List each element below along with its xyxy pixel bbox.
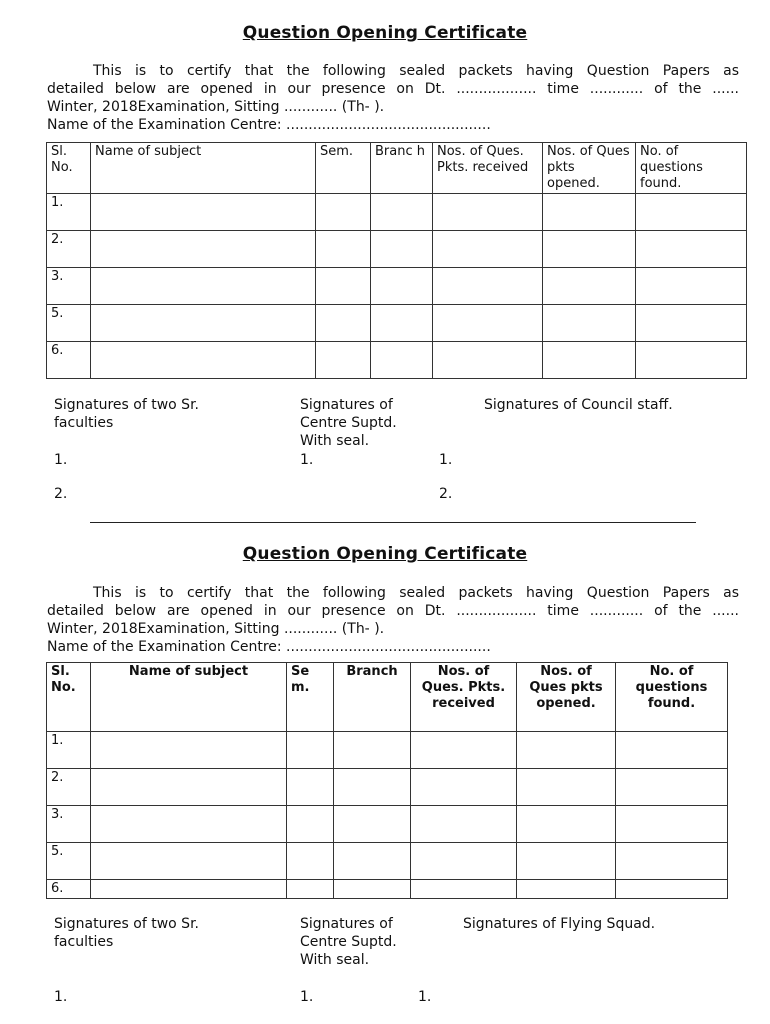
packets-table-2 bbox=[46, 662, 728, 899]
header-pkts-received: Nos. of Ques. Pkts. received bbox=[433, 143, 543, 194]
table-row bbox=[47, 231, 747, 268]
cell[interactable] bbox=[636, 231, 747, 268]
header-sl-no: Sl. No. bbox=[47, 663, 91, 732]
cell[interactable] bbox=[371, 305, 433, 342]
row-number: 2. bbox=[47, 769, 91, 806]
header-subject: Name of subject bbox=[91, 663, 287, 732]
cell[interactable] bbox=[287, 843, 334, 880]
row-number: 1. bbox=[47, 732, 91, 769]
row-number: 5. bbox=[47, 305, 91, 342]
cell[interactable] bbox=[334, 843, 411, 880]
sig-council-label: Signatures of Council staff. bbox=[484, 397, 673, 413]
cell[interactable] bbox=[616, 732, 728, 769]
cell[interactable] bbox=[91, 231, 316, 268]
row-number: 3. bbox=[47, 806, 91, 843]
row-number: 5. bbox=[47, 843, 91, 880]
cell[interactable] bbox=[433, 194, 543, 231]
cell[interactable] bbox=[517, 806, 616, 843]
para-line-3: Winter, 2018Examination, Sitting ............ (Th- ). bbox=[47, 621, 385, 637]
cell[interactable] bbox=[433, 268, 543, 305]
cell[interactable] bbox=[411, 843, 517, 880]
header-subject: Name of subject bbox=[91, 143, 316, 194]
table-row bbox=[47, 880, 728, 899]
cell[interactable] bbox=[334, 769, 411, 806]
cell[interactable] bbox=[316, 194, 371, 231]
cell[interactable] bbox=[636, 268, 747, 305]
cell[interactable] bbox=[371, 342, 433, 379]
cell[interactable] bbox=[411, 806, 517, 843]
sig-centre-1-number: 1. bbox=[300, 452, 314, 468]
cell[interactable] bbox=[411, 880, 517, 899]
header-questions-found: No. of questions found. bbox=[636, 143, 747, 194]
cell[interactable] bbox=[517, 732, 616, 769]
row-number: 2. bbox=[47, 231, 91, 268]
row-number: 1. bbox=[47, 194, 91, 231]
cell[interactable] bbox=[543, 342, 636, 379]
cell[interactable] bbox=[517, 880, 616, 899]
cell[interactable] bbox=[517, 843, 616, 880]
para-line-4: Name of the Examination Centre: .............................................. bbox=[47, 117, 491, 133]
table-header-row bbox=[47, 663, 728, 732]
row-number: 3. bbox=[47, 268, 91, 305]
cell[interactable] bbox=[433, 231, 543, 268]
header-questions-found: No. of questions found. bbox=[616, 663, 728, 732]
cell[interactable] bbox=[433, 342, 543, 379]
table-row bbox=[47, 769, 728, 806]
cell[interactable] bbox=[91, 194, 316, 231]
table-row bbox=[47, 843, 728, 880]
table-row bbox=[47, 194, 747, 231]
sig-flying-squad-label: Signatures of Flying Squad. bbox=[463, 916, 656, 932]
table-row bbox=[47, 806, 728, 843]
table-header-row bbox=[47, 143, 747, 194]
cell[interactable] bbox=[371, 194, 433, 231]
cell[interactable] bbox=[371, 231, 433, 268]
cell[interactable] bbox=[316, 305, 371, 342]
sig-council-2-number: 2. bbox=[439, 486, 453, 502]
cell[interactable] bbox=[616, 880, 728, 899]
para-line-1: This is to certify that the following sealed packets having Question Papers as bbox=[93, 63, 739, 79]
header-sl-no: Sl. No. bbox=[47, 143, 91, 194]
table-row bbox=[47, 342, 747, 379]
cell[interactable] bbox=[334, 880, 411, 899]
certificate-paragraph-1 bbox=[47, 62, 739, 134]
sig-faculty-2-number: 2. bbox=[54, 486, 68, 502]
cell[interactable] bbox=[91, 268, 316, 305]
table-row bbox=[47, 268, 747, 305]
cell[interactable] bbox=[287, 769, 334, 806]
table-row bbox=[47, 732, 728, 769]
sig-centre-label-2: Signatures of Centre Suptd. With seal. bbox=[300, 916, 397, 968]
cell[interactable] bbox=[543, 268, 636, 305]
sig-council-1-number: 1. bbox=[439, 452, 453, 468]
cell[interactable] bbox=[334, 732, 411, 769]
cell[interactable] bbox=[91, 342, 316, 379]
para-line-3: Winter, 2018Examination, Sitting ............ (Th- ). bbox=[47, 99, 385, 115]
sig-centre-label-1: Signatures of Centre Suptd. With seal. bbox=[300, 397, 397, 449]
para-line-2: detailed below are opened in our presence on Dt. .................. time ............ of the ...... bbox=[47, 81, 739, 97]
para-line-1: This is to certify that the following sealed packets having Question Papers as bbox=[93, 585, 739, 601]
certificate-title-2: Question Opening Certificate bbox=[242, 544, 528, 564]
header-branch: Branc h bbox=[371, 143, 433, 194]
header-sem: Sem. bbox=[316, 143, 371, 194]
cell[interactable] bbox=[91, 305, 316, 342]
certificate-title-1: Question Opening Certificate bbox=[242, 23, 528, 43]
row-number: 6. bbox=[47, 342, 91, 379]
table-row bbox=[47, 305, 747, 342]
cell[interactable] bbox=[433, 305, 543, 342]
header-sem: Se m. bbox=[287, 663, 334, 732]
sig2-faculty-1-number: 1. bbox=[54, 989, 68, 1005]
cell[interactable] bbox=[316, 268, 371, 305]
cell[interactable] bbox=[616, 806, 728, 843]
cell[interactable] bbox=[91, 843, 287, 880]
sig-faculty-1-number: 1. bbox=[54, 452, 68, 468]
section-divider bbox=[90, 522, 696, 523]
cell[interactable] bbox=[334, 806, 411, 843]
sig-faculties-label-1: Signatures of two Sr. faculties bbox=[54, 397, 199, 431]
sig-faculties-label-2: Signatures of two Sr. faculties bbox=[54, 916, 199, 950]
cell[interactable] bbox=[636, 305, 747, 342]
cell[interactable] bbox=[371, 268, 433, 305]
cell[interactable] bbox=[543, 231, 636, 268]
header-pkts-opened: Nos. of Ques pkts opened. bbox=[543, 143, 636, 194]
header-pkts-opened: Nos. of Ques pkts opened. bbox=[517, 663, 616, 732]
cell[interactable] bbox=[636, 342, 747, 379]
sig2-squad-1-number: 1. bbox=[418, 989, 432, 1005]
para-line-4: Name of the Examination Centre: .............................................. bbox=[47, 639, 491, 655]
cell[interactable] bbox=[91, 732, 287, 769]
para-line-2: detailed below are opened in our presence on Dt. .................. time ............ of the ...... bbox=[47, 603, 739, 619]
cell[interactable] bbox=[411, 732, 517, 769]
header-pkts-received: Nos. of Ques. Pkts. received bbox=[411, 663, 517, 732]
cell[interactable] bbox=[636, 194, 747, 231]
cell[interactable] bbox=[287, 732, 334, 769]
cell[interactable] bbox=[616, 843, 728, 880]
cell[interactable] bbox=[316, 231, 371, 268]
cell[interactable] bbox=[543, 305, 636, 342]
sig2-centre-1-number: 1. bbox=[300, 989, 314, 1005]
cell[interactable] bbox=[287, 880, 334, 899]
cell[interactable] bbox=[91, 880, 287, 899]
header-branch: Branch bbox=[334, 663, 411, 732]
cell[interactable] bbox=[287, 806, 334, 843]
cell[interactable] bbox=[411, 769, 517, 806]
row-number: 6. bbox=[47, 880, 91, 899]
cell[interactable] bbox=[91, 806, 287, 843]
cell[interactable] bbox=[517, 769, 616, 806]
certificate-paragraph-2 bbox=[47, 584, 739, 656]
packets-table-1 bbox=[46, 142, 747, 379]
cell[interactable] bbox=[316, 342, 371, 379]
cell[interactable] bbox=[616, 769, 728, 806]
cell[interactable] bbox=[91, 769, 287, 806]
cell[interactable] bbox=[543, 194, 636, 231]
